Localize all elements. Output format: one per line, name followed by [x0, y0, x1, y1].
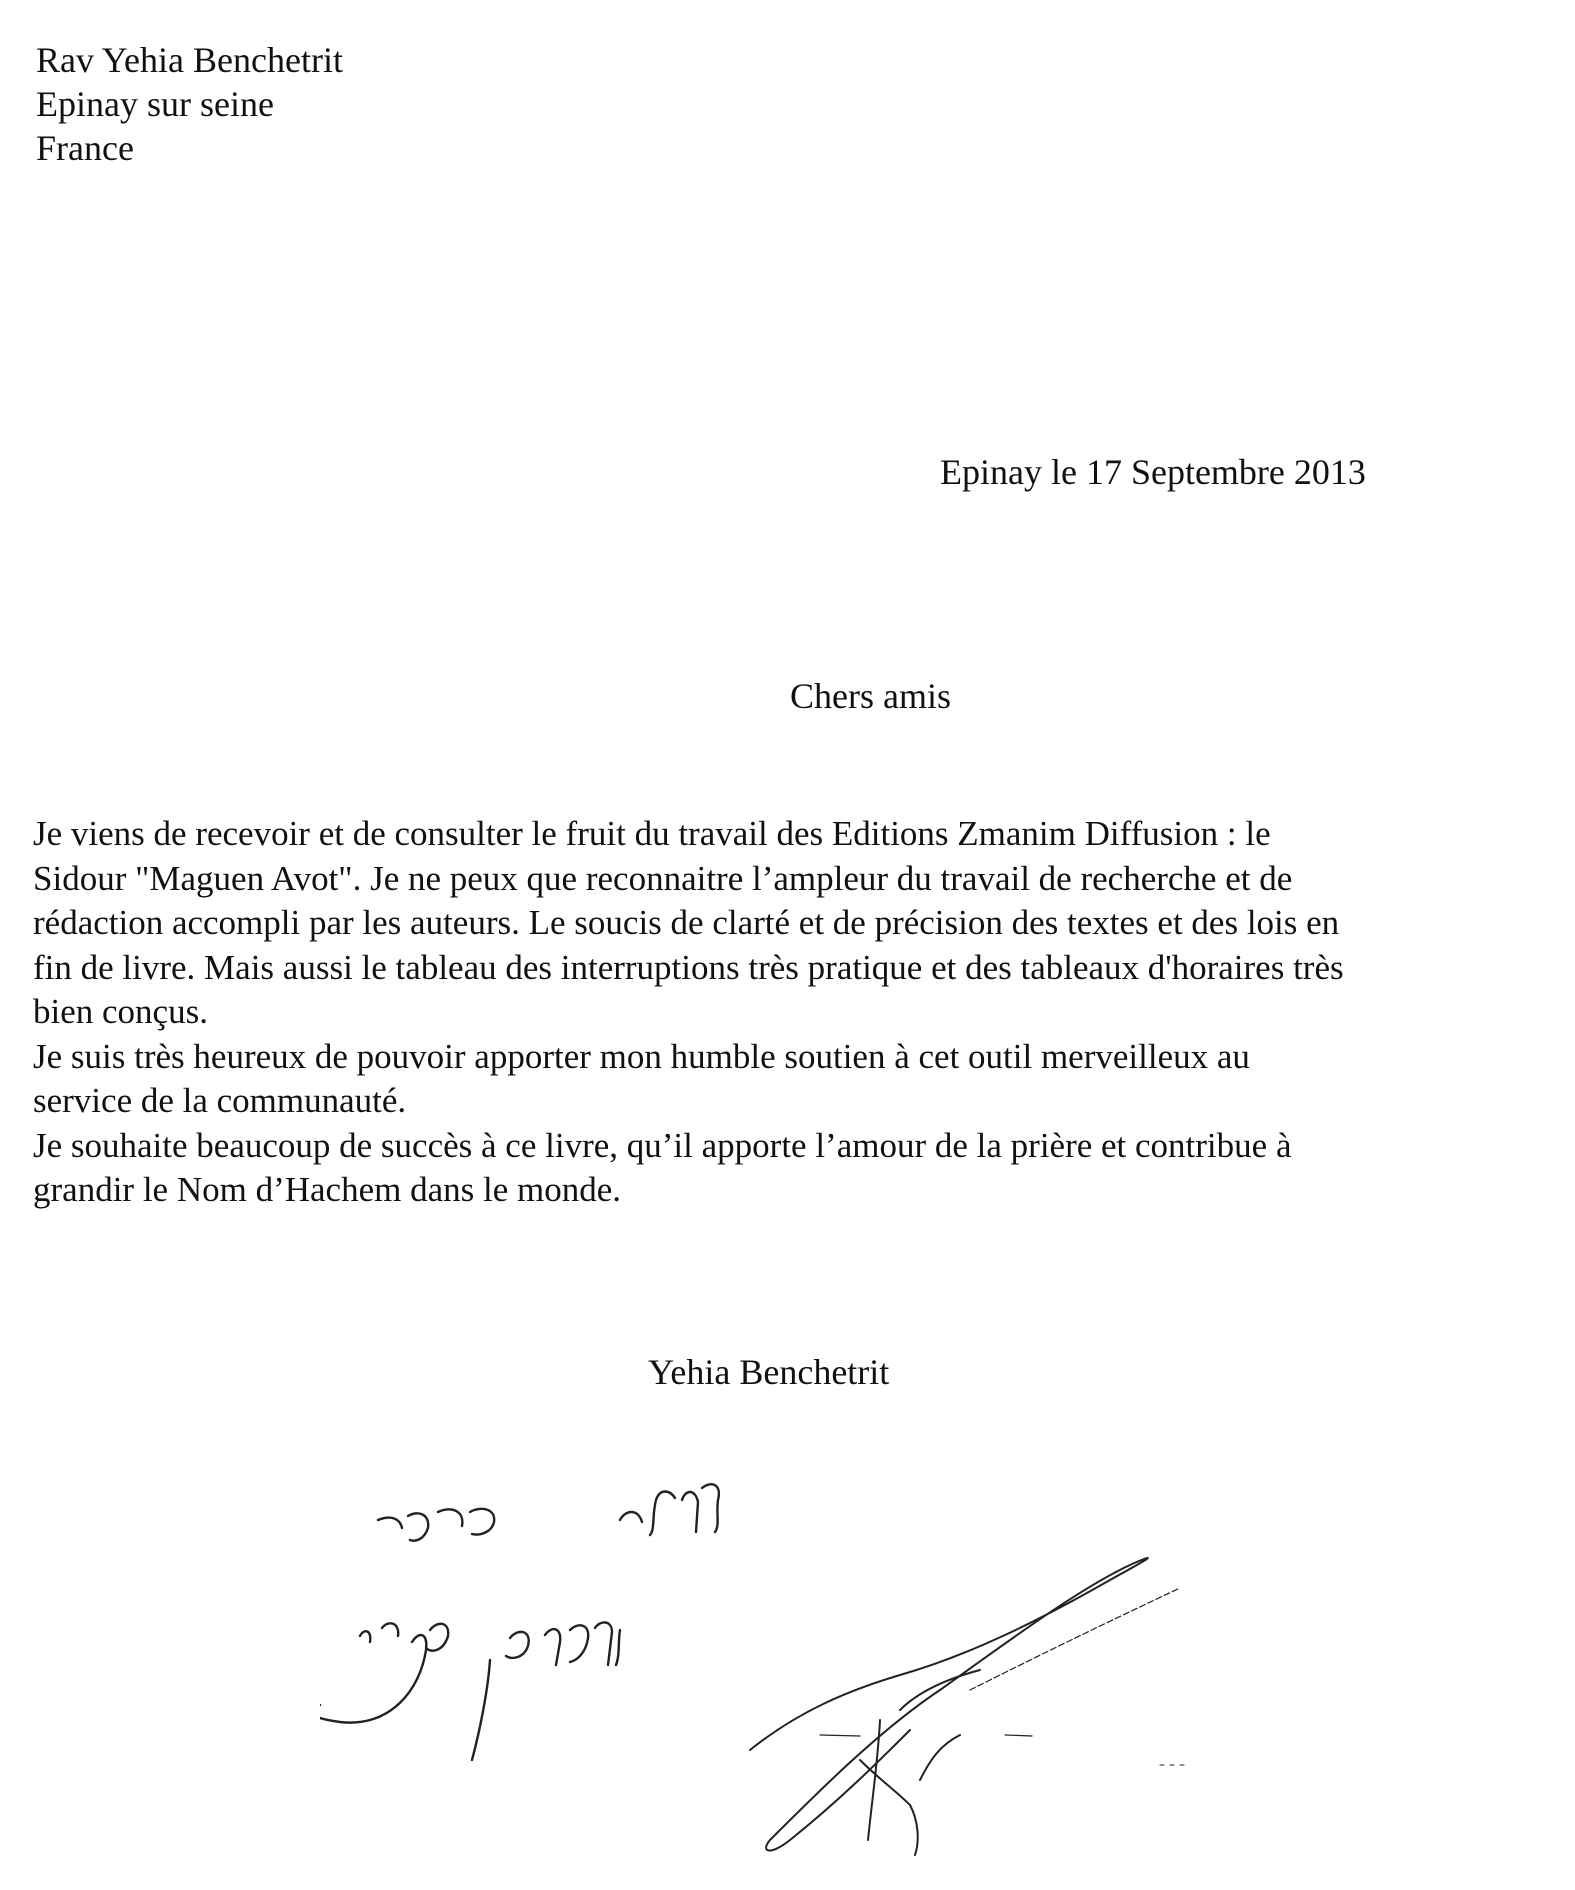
sender-country: France — [36, 128, 134, 168]
signature-name: Yehia Benchetrit — [648, 1352, 890, 1392]
body-line: rédaction accompli par les auteurs. Le soucis de clarté et de précision des textes et des lois en — [33, 903, 1340, 942]
sender-address-block — [36, 38, 343, 170]
handwritten-greeting-line — [378, 1484, 719, 1540]
body-line: Je souhaite beaucoup de succès à ce livre, qu’il apporte l’amour de la prière et contribue à — [33, 1125, 1292, 1165]
body-line: fin de livre. Mais aussi le tableau des interruptions très pratique et des tableaux d'horaires très — [33, 947, 1344, 987]
body-line: service de la communauté. — [33, 1081, 407, 1120]
signature-flourish — [750, 1558, 1185, 1855]
body-line: grandir le Nom d’Hachem dans le monde. — [33, 1170, 622, 1209]
date-line: Epinay le 17 Septembre 2013 — [940, 452, 1366, 492]
body-line: Je viens de recevoir et de consulter le fruit du travail des Editions Zmanim Diffusion : le — [33, 814, 1271, 853]
handwritten-name-line — [320, 1622, 620, 1760]
sender-name: Rav Yehia Benchetrit — [36, 40, 343, 80]
salutation: Chers amis — [790, 676, 951, 716]
body-line: Je suis très heureux de pouvoir apporter mon humble soutien à cet outil merveilleux au — [33, 1036, 1250, 1076]
body-line: bien conçus. — [33, 992, 208, 1031]
body-line: Sidour "Maguen Avot". Je ne peux que reconnaitre l’ampleur du travail de recherche et de — [33, 858, 1293, 898]
handwritten-signature — [320, 1460, 1200, 1880]
letter-body — [33, 812, 1553, 1213]
sender-city: Epinay sur seine — [36, 84, 274, 124]
